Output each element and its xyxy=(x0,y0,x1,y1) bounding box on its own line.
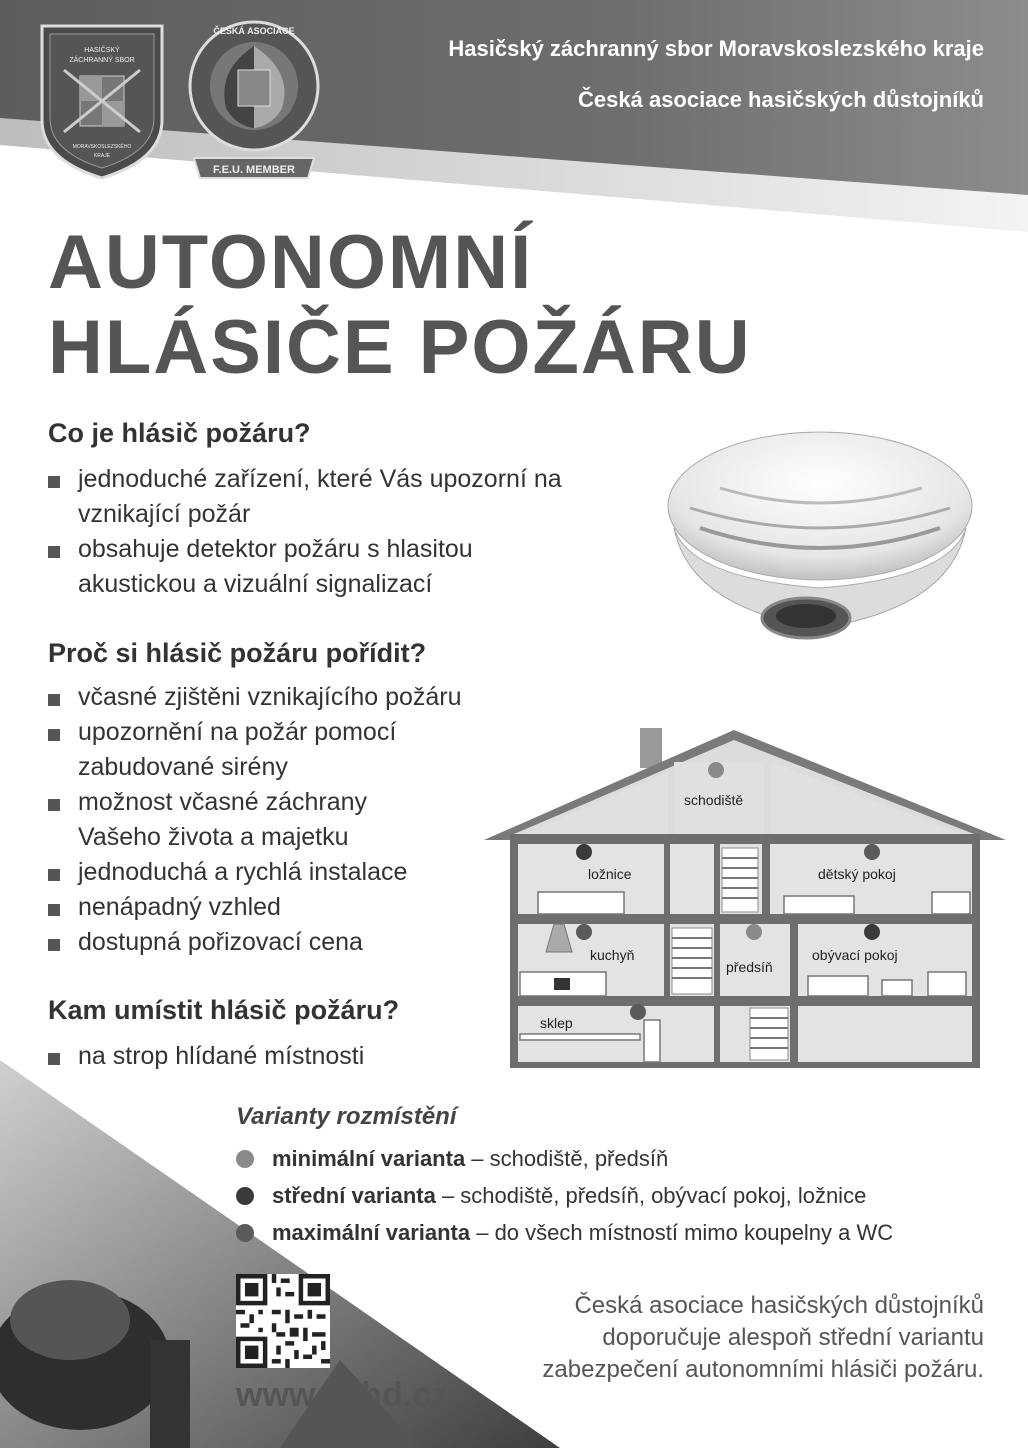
variant-medium xyxy=(236,1183,866,1209)
chimney xyxy=(640,728,662,768)
bullet-square-icon xyxy=(48,904,60,916)
variants-heading: Varianty rozmístění xyxy=(236,1103,457,1130)
variant-desc: – schodiště, předsíň, obývací pokoj, ložnice xyxy=(435,1183,867,1208)
bullet-square-icon xyxy=(48,546,60,558)
svg-text:MORAVSKOSLEZSKÉHO: MORAVSKOSLEZSKÉHO xyxy=(72,144,132,150)
svg-text:F.E.U. MEMBER: F.E.U. MEMBER xyxy=(213,164,295,176)
variant-name: maximální varianta xyxy=(272,1220,471,1245)
header-organization-line: Hasičský záchranný sbor Moravskoslezského kraje xyxy=(448,36,984,61)
bullet-square-icon xyxy=(48,729,60,741)
svg-text:KRAJE: KRAJE xyxy=(93,153,111,159)
room-label-obyvaci-pokoj: obývací pokoj xyxy=(812,947,898,963)
qr-code[interactable] xyxy=(236,1274,330,1368)
list-item-text: jednoduché zařízení, které Vás upozorní na vznikající požár xyxy=(78,465,562,528)
detector-dot-loznice xyxy=(576,844,592,860)
smoke-detector-image xyxy=(660,418,980,648)
bullet-square-icon xyxy=(48,476,60,488)
list-item-text: jednoduchá a rychlá instalace xyxy=(78,858,408,886)
section-heading-where: Kam umístit hlásič požáru? xyxy=(48,995,400,1025)
title-line-2: HLÁSIČE POŽÁRU xyxy=(48,305,752,390)
detector-dot-predsin xyxy=(746,924,762,940)
section-heading-why: Proč si hlásič požáru pořídit? xyxy=(48,638,427,668)
bullet-square-icon xyxy=(48,939,60,951)
recommendation-note: Česká asociace hasičských důstojníků doporučuje alespoň střední variantu zabezpečení autonomními hlásiči požáru. xyxy=(542,1292,984,1383)
room-label-schodiste: schodiště xyxy=(684,792,744,808)
bullet-square-icon xyxy=(48,799,60,811)
svg-text:ZÁCHRANNÝ SBOR: ZÁCHRANNÝ SBOR xyxy=(69,57,135,64)
variant-name: střední varianta xyxy=(272,1183,436,1208)
room-label-kuchyn: kuchyň xyxy=(590,947,635,963)
list-item-text: včasné zjištěni vznikajícího požáru xyxy=(78,683,462,711)
list-item-text: dostupná pořizovací cena xyxy=(78,928,363,956)
list-item-text: upozornění na požár pomocí zabudované sirény xyxy=(78,718,397,781)
section-heading-what: Co je hlásič požáru? xyxy=(48,418,311,448)
room-label-loznice: ložnice xyxy=(588,866,632,882)
title-line-1: AUTONOMNÍ xyxy=(48,220,534,305)
detector-dot-obyvaci-pokoj xyxy=(864,924,880,940)
bullet-square-icon xyxy=(48,694,60,706)
list-item-text: nenápadný vzhled xyxy=(78,893,281,921)
detector-dot-detsky-pokoj xyxy=(864,844,880,860)
variant-name: minimální varianta xyxy=(272,1146,466,1171)
variant-desc: – schodiště, předsíň xyxy=(465,1146,669,1171)
section-list-what xyxy=(48,462,638,602)
list-item xyxy=(48,680,638,715)
bullet-square-icon xyxy=(48,869,60,881)
list-item-text: možnost včasné záchrany Vašeho života a majetku xyxy=(78,788,368,851)
variant-dot-icon xyxy=(236,1187,254,1205)
header-association-line: Česká asociace hasičských důstojníků xyxy=(578,87,984,112)
svg-text:ČESKÁ ASOCIACE: ČESKÁ ASOCIACE xyxy=(213,26,295,36)
association-emblem-logo xyxy=(186,12,322,184)
variant-minimal xyxy=(236,1146,668,1172)
variant-maximal xyxy=(236,1220,893,1246)
svg-text:HASIČSKÝ: HASIČSKÝ xyxy=(84,47,120,54)
website-link[interactable]: www.cahd.cz xyxy=(236,1376,449,1414)
detector-dot-schodiste xyxy=(708,762,724,778)
list-item xyxy=(48,462,638,532)
detector-dot-sklep xyxy=(630,1004,646,1020)
house-cross-section-diagram xyxy=(484,724,1014,1070)
variant-dot-icon xyxy=(236,1150,254,1168)
variant-dot-icon xyxy=(236,1224,254,1242)
list-item xyxy=(48,532,638,602)
room-label-sklep: sklep xyxy=(540,1015,573,1031)
room-label-detsky-pokoj: dětský pokoj xyxy=(818,866,896,882)
detector-dot-kuchyn xyxy=(576,924,592,940)
list-item-text: na strop hlídané místnosti xyxy=(78,1042,365,1070)
room-label-predsin: předsíň xyxy=(726,959,773,975)
fire-rescue-service-logo xyxy=(36,20,168,182)
variant-desc: – do všech místností mimo koupelny a WC xyxy=(470,1220,894,1245)
list-item-text: obsahuje detektor požáru s hlasitou akustickou a vizuální signalizací xyxy=(78,535,473,598)
